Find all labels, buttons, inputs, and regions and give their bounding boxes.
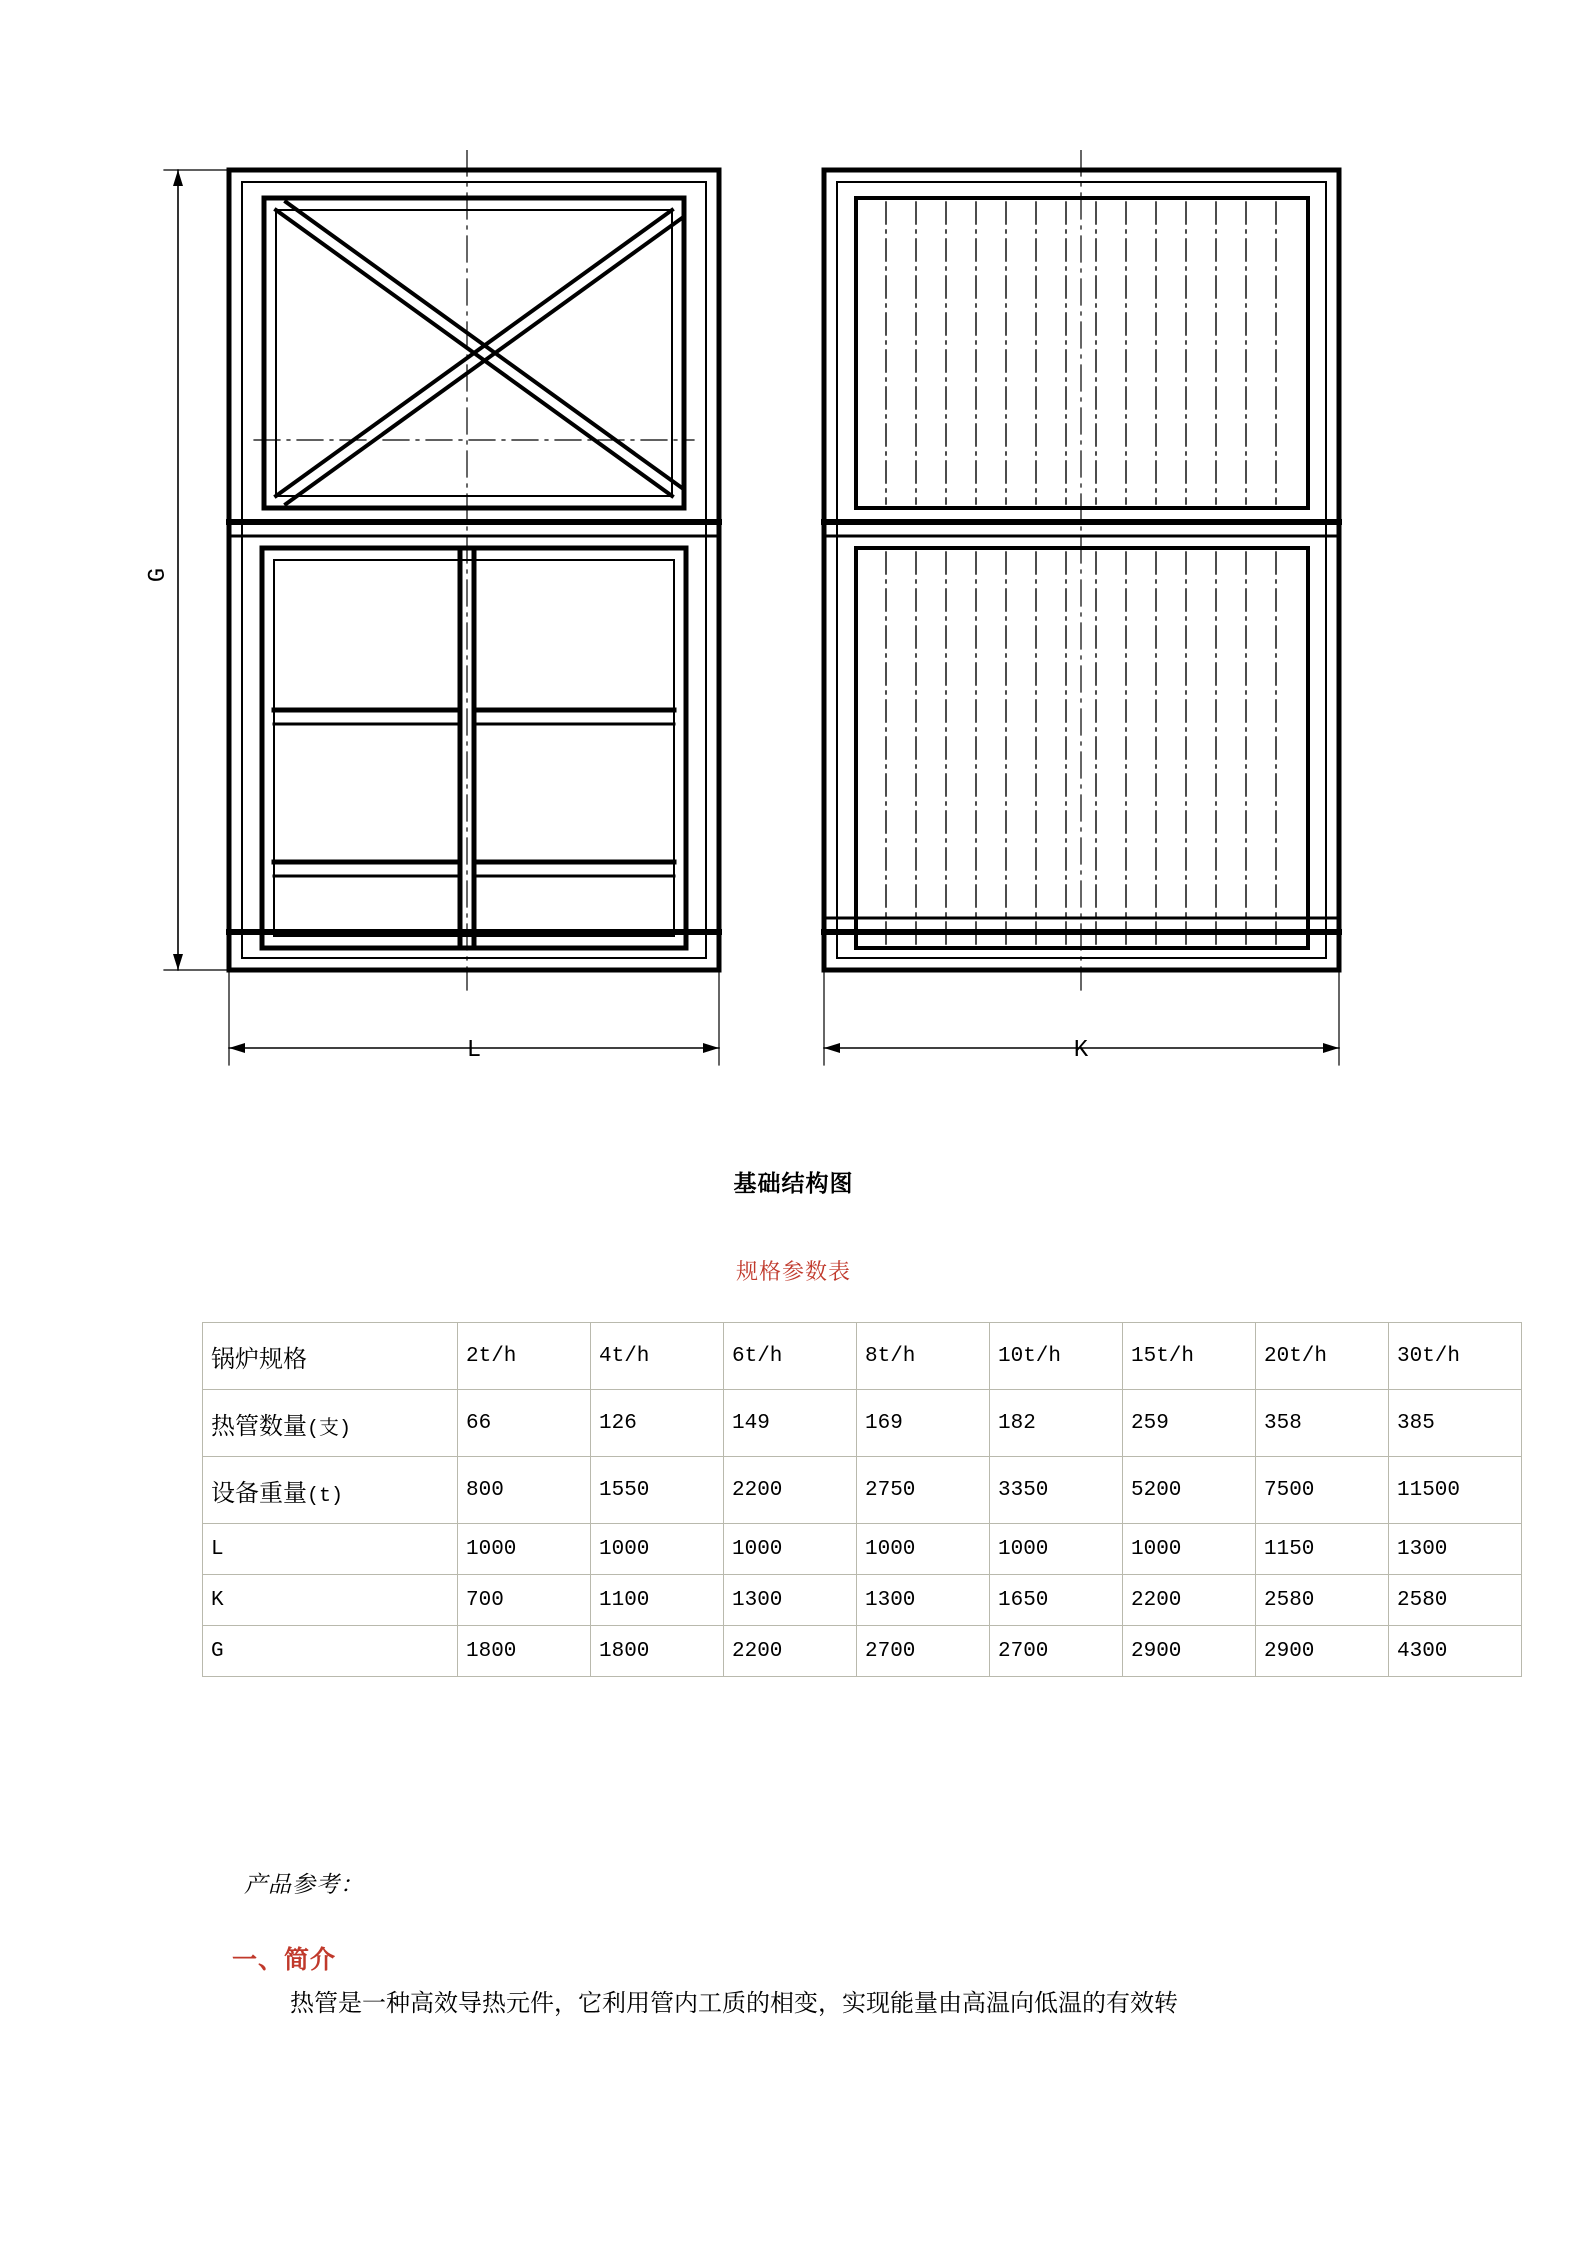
cell: 1650 (990, 1575, 1123, 1626)
cell: 169 (857, 1390, 990, 1457)
cell: 1800 (458, 1626, 591, 1677)
cell: 1300 (857, 1575, 990, 1626)
cell: 1000 (591, 1524, 724, 1575)
table-row (203, 1626, 1522, 1677)
cell: 20t/h (1256, 1323, 1389, 1390)
cell: 1150 (1256, 1524, 1389, 1575)
table-row (203, 1390, 1522, 1457)
cell: 385 (1389, 1390, 1522, 1457)
table-row (203, 1524, 1522, 1575)
section-body-paragraph: 热管是一种高效导热元件，它利用管内工质的相变，实现能量由高温向低温的有效转 (290, 1991, 1178, 2017)
row-header-k: K (203, 1575, 458, 1626)
cell: 2900 (1123, 1626, 1256, 1677)
cell: 10t/h (990, 1323, 1123, 1390)
table-row (203, 1457, 1522, 1524)
row-unit: (t) (307, 1484, 344, 1508)
row-unit: (支) (307, 1417, 352, 1441)
cell: 126 (591, 1390, 724, 1457)
cell: 1000 (857, 1524, 990, 1575)
cell: 8t/h (857, 1323, 990, 1390)
product-reference-label: 产品参考： (244, 1871, 364, 1897)
cell: 11500 (1389, 1457, 1522, 1524)
cell: 1000 (1123, 1524, 1256, 1575)
cell: 3350 (990, 1457, 1123, 1524)
row-label: 热管数量 (211, 1412, 307, 1440)
table-row (203, 1323, 1522, 1390)
cell: 358 (1256, 1390, 1389, 1457)
cell: 1000 (990, 1524, 1123, 1575)
technical-drawing (0, 150, 1587, 1110)
cell: 4300 (1389, 1626, 1522, 1677)
dimension-label-k: K (1073, 1037, 1088, 1064)
cell: 700 (458, 1575, 591, 1626)
cell: 1000 (724, 1524, 857, 1575)
cell: 2580 (1389, 1575, 1522, 1626)
spec-table-body (203, 1323, 1522, 1677)
cell: 1100 (591, 1575, 724, 1626)
cell: 259 (1123, 1390, 1256, 1457)
cell: 5200 (1123, 1457, 1256, 1524)
cell: 1550 (591, 1457, 724, 1524)
dimension-label-g: G (144, 567, 172, 583)
cell: 2750 (857, 1457, 990, 1524)
cell: 1000 (458, 1524, 591, 1575)
cell: 2900 (1256, 1626, 1389, 1677)
section-heading: 一、简介 (232, 1946, 337, 1974)
cell: 4t/h (591, 1323, 724, 1390)
cell: 66 (458, 1390, 591, 1457)
cell: 2200 (1123, 1575, 1256, 1626)
cell: 1300 (1389, 1524, 1522, 1575)
cell: 30t/h (1389, 1323, 1522, 1390)
cell: 1800 (591, 1626, 724, 1677)
cell: 2700 (990, 1626, 1123, 1677)
row-header-boiler-spec (203, 1323, 458, 1390)
cell: 149 (724, 1390, 857, 1457)
row-label: 锅炉规格 (211, 1345, 307, 1373)
dimension-label-l: L (466, 1037, 481, 1064)
spec-table (202, 1322, 1522, 1677)
figure-caption: 基础结构图 (733, 1170, 854, 1196)
cell: 2t/h (458, 1323, 591, 1390)
cell: 1300 (724, 1575, 857, 1626)
cell: 15t/h (1123, 1323, 1256, 1390)
cell: 2580 (1256, 1575, 1389, 1626)
row-header-equipment-weight (203, 1457, 458, 1524)
row-header-tube-count (203, 1390, 458, 1457)
row-header-l: L (203, 1524, 458, 1575)
cell: 2700 (857, 1626, 990, 1677)
cell: 2200 (724, 1457, 857, 1524)
cell: 182 (990, 1390, 1123, 1457)
spec-table-wrap (202, 1322, 1461, 1677)
cell: 800 (458, 1457, 591, 1524)
cell: 2200 (724, 1626, 857, 1677)
row-header-g: G (203, 1626, 458, 1677)
cell: 7500 (1256, 1457, 1389, 1524)
table-row (203, 1575, 1522, 1626)
row-label: 设备重量 (211, 1479, 307, 1507)
structure-drawing-svg (134, 150, 1454, 1110)
table-caption: 规格参数表 (735, 1259, 851, 1284)
cell: 6t/h (724, 1323, 857, 1390)
